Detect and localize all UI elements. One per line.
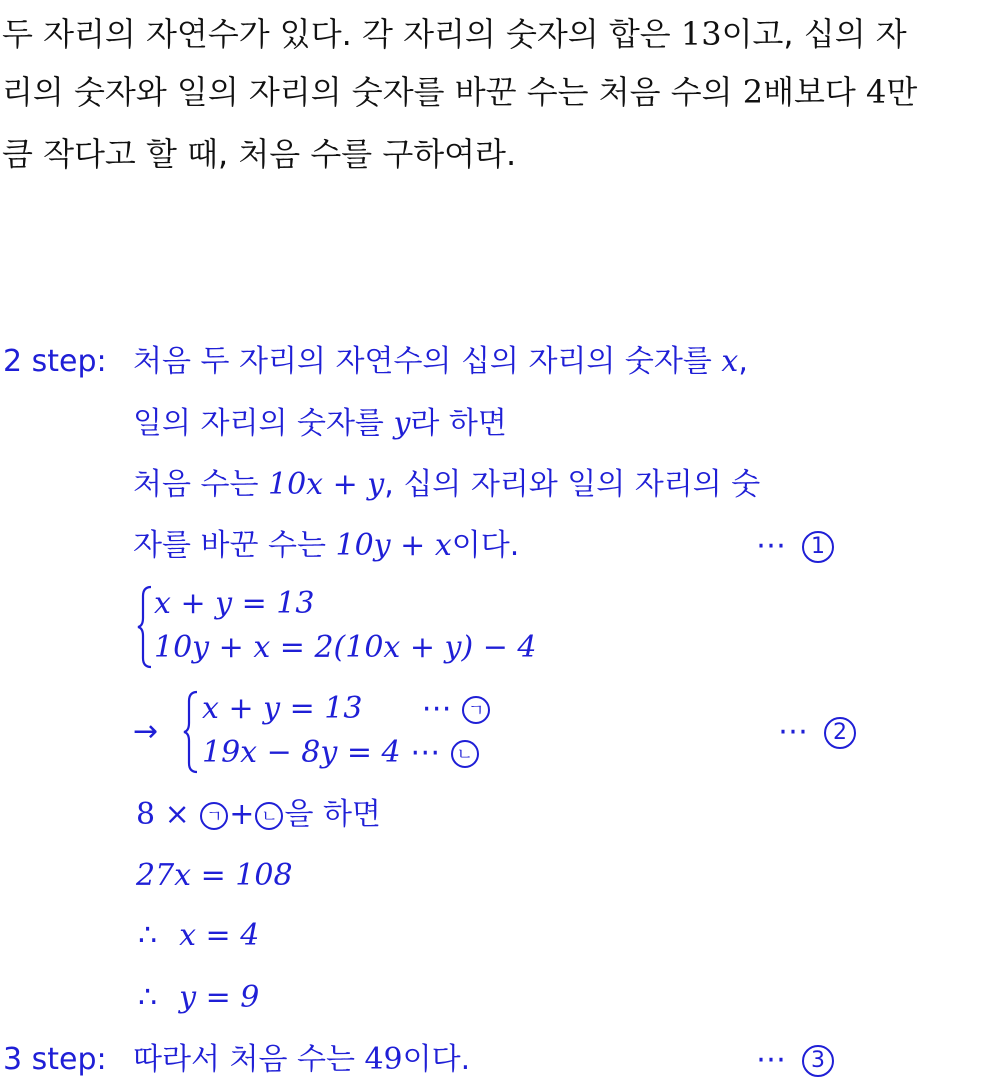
circled-nieun-icon: ㄴ — [255, 802, 283, 830]
marker-3: ⋯ 3 — [756, 1040, 834, 1080]
system1-equation-1: x + y = 13 — [154, 586, 315, 621]
circled-giyeok-icon: ㄱ — [462, 696, 490, 724]
arrow-symbol: → — [133, 714, 159, 749]
circled-number-1: 1 — [802, 531, 834, 563]
step3-line: 따라서 처음 수는 49이다. — [133, 1042, 471, 1077]
step3-label: 3 step: — [3, 1042, 107, 1077]
circled-giyeok-icon: ㄱ — [200, 802, 228, 830]
circled-nieun-icon: ㄴ — [451, 740, 479, 768]
system2-equation-2: 19x − 8y = 4 ⋯ ㄴ — [202, 733, 480, 773]
problem-line-3: 큼 작다고 할 때, 처음 수를 구하여라. — [2, 135, 517, 173]
elimination-step: 8 × ㄱ + ㄴ 을 하면 — [136, 797, 381, 832]
therefore-x: ∴ x = 4 — [138, 918, 260, 953]
circled-number-2: 2 — [824, 717, 856, 749]
therefore-icon: ∴ — [138, 918, 158, 953]
marker-2: ⋯ 2 — [778, 712, 856, 752]
step2-line-4: 자를 바꾼 수는 10y + x이다. — [133, 528, 520, 563]
therefore-icon: ∴ — [138, 980, 158, 1015]
problem-line-2: 리의 숫자와 일의 자리의 숫자를 바꾼 수는 처음 수의 2배보다 4만 — [2, 73, 918, 111]
circled-number-3: 3 — [802, 1045, 834, 1077]
therefore-y: ∴ y = 9 — [138, 980, 260, 1015]
left-brace-icon — [182, 689, 200, 775]
step2-label: 2 step: — [3, 344, 107, 379]
system2-equation-1: x + y = 13 ⋯ ㄱ — [202, 689, 491, 729]
step2-line-3: 처음 수는 10x + y, 십의 자리와 일의 자리의 숫 — [133, 467, 761, 502]
problem-line-1: 두 자리의 자연수가 있다. 각 자리의 숫자의 합은 13이고, 십의 자 — [2, 15, 907, 53]
equation-system-1 — [136, 584, 576, 670]
system1-equation-2: 10y + x = 2(10x + y) − 4 — [154, 630, 537, 665]
result-equation: 27x = 108 — [136, 858, 293, 893]
step2-line-1: 처음 두 자리의 자연수의 십의 자리의 숫자를 x, — [133, 344, 748, 379]
equation-system-2 — [182, 689, 522, 775]
left-brace-icon — [136, 584, 154, 670]
step2-line-2: 일의 자리의 숫자를 y라 하면 — [133, 406, 507, 441]
marker-1: ⋯ 1 — [756, 526, 834, 566]
